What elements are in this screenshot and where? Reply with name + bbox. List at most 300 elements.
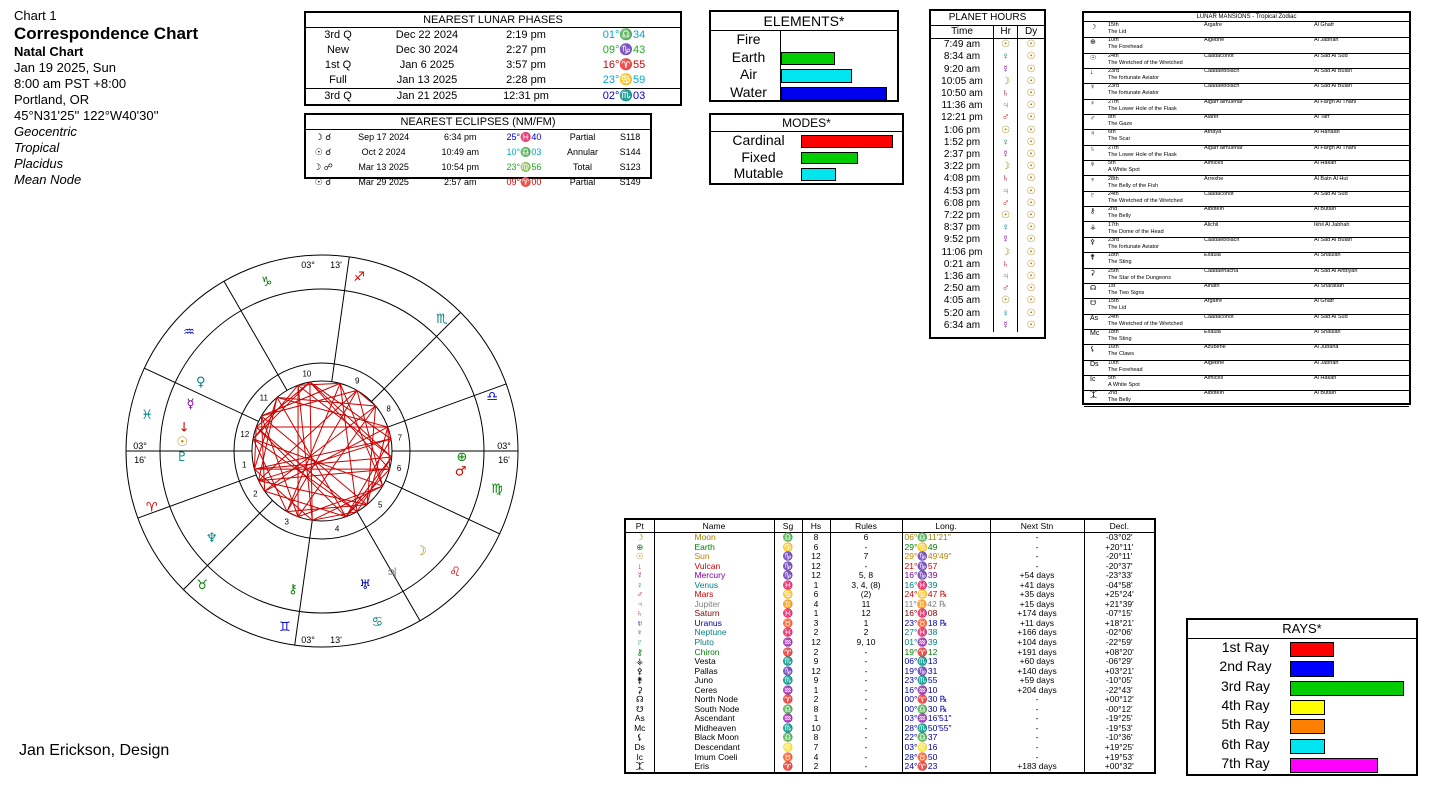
planet-hour-ruler: ☿ (994, 149, 1018, 161)
planet-rules: 12 (830, 609, 902, 619)
mansion-meaning: The Lower Hole of the Flask (1108, 105, 1177, 112)
planet-house: 2 (802, 648, 830, 658)
planet-name: Vulcan (654, 562, 774, 572)
mansion-name: Caadacohot (1204, 190, 1234, 197)
planet-name: North Node (654, 695, 774, 705)
element-label: Fire (736, 31, 761, 47)
element-bar (781, 87, 887, 101)
planet-name: Pallas (654, 667, 774, 677)
planet-name: Descendant (654, 743, 774, 753)
element-bar (781, 69, 852, 83)
planet-sign: ♈ (774, 648, 802, 658)
planet-hour-time: 6:08 pm (943, 197, 981, 209)
planet-rules: - (830, 705, 902, 715)
mansion-meaning: The Lid (1108, 305, 1127, 312)
angle-cusp-label: 03° (301, 635, 315, 645)
planet-longitude: 06°♎11'21" (902, 533, 990, 543)
mansion-number: 23rd (1108, 68, 1120, 75)
planet-declination: +21°39' (1084, 600, 1154, 610)
mansion-meaning: The fortunate Aviator (1108, 75, 1159, 82)
planet-rules: - (830, 753, 902, 763)
mansion-meaning: The Two Signs (1108, 289, 1145, 296)
planet-house: 12 (802, 552, 830, 562)
element-bar (781, 52, 835, 66)
planet-declination: +00°12' (1084, 695, 1154, 705)
planet-hour-ruler: ☉ (994, 39, 1018, 52)
house-number: 4 (334, 524, 340, 534)
planet-hour-row (931, 112, 1044, 124)
planet-glyph-on-wheel: ♀ (195, 375, 206, 390)
planet-hour-ruler: ♃ (994, 271, 1018, 283)
planet-glyph: ☋ (635, 703, 644, 714)
planet-declination: +08°20' (1084, 648, 1154, 658)
mansion-number: 24th (1108, 190, 1119, 197)
phase-date: Jan 21 2025 (396, 90, 458, 102)
planet-day-ruler: ☉ (1018, 125, 1044, 137)
planet-rules: - (830, 543, 902, 553)
planet-longitude: 16°♑39 (902, 571, 990, 581)
planet-hours-panel (929, 9, 1046, 339)
planet-glyph-on-wheel: ☽ (415, 543, 427, 559)
planet-longitude: 00°♎30 ℞ (902, 705, 990, 715)
eclipse-position: 10°♎03 (506, 147, 542, 157)
planet-house: 12 (802, 571, 830, 581)
mansion-number: 24th (1108, 52, 1119, 59)
eclipses-title: NEAREST ECLIPSES (NM/FM) (306, 115, 650, 130)
ray-row (1188, 755, 1416, 773)
mansion-meaning: A White Spot (1108, 382, 1140, 389)
planet-hour-row (931, 39, 1044, 52)
mansion-arabic: Al Sad Al Bulah (1314, 236, 1352, 243)
planet-hours-col-header: Dy (1018, 26, 1044, 39)
mansion-number: 25th (1108, 267, 1119, 274)
planet-longitude: 03°♒16'51" (902, 714, 990, 724)
planet-hour-time: 7:49 am (943, 39, 981, 51)
planet-house: 6 (802, 590, 830, 600)
mansion-name: Athaya (1204, 129, 1222, 136)
planet-hour-row (931, 283, 1044, 295)
planet-glyph: Mc (634, 722, 646, 733)
angle-cusp-label: 13' (330, 260, 342, 270)
planet-sign: ♎ (774, 705, 802, 715)
natal-chart-wheel (118, 238, 528, 658)
planets-col-header: Rules (830, 520, 902, 533)
planet-longitude: 16°♒10 (902, 686, 990, 696)
planet-hours-table (931, 26, 1044, 332)
eclipse-symbol: ☉ ☌ (314, 177, 332, 187)
planet-rules: 2 (830, 628, 902, 638)
mansion-arabic: Al Jabhah (1314, 359, 1339, 366)
planet-day-ruler: ☉ (1018, 100, 1044, 112)
planet-hour-time: 9:20 am (943, 63, 981, 75)
mansion-arabic: Al Shaulah (1314, 252, 1341, 259)
mansion-meaning: The Lid (1108, 29, 1127, 35)
planet-rules: 1 (830, 619, 902, 629)
planet-hours-header (931, 26, 1044, 39)
angle-cusp-label: 03° (497, 441, 511, 451)
eclipse-row (306, 175, 650, 190)
planet-hour-ruler: ☽ (994, 76, 1018, 88)
elements-title: ELEMENTS* (711, 12, 897, 31)
planet-next-station: - (990, 743, 1084, 753)
mansion-arabic: Al Jabhah (1314, 37, 1339, 44)
planet-hour-ruler: ☿ (994, 64, 1018, 76)
planet-glyph-on-wheel: ⊕ (456, 449, 468, 465)
mansion-meaning: The Forehead (1108, 44, 1143, 51)
planet-name: Ceres (654, 686, 774, 696)
planet-hour-time: 10:05 am (941, 75, 983, 87)
planet-longitude: 06°♏13 (902, 657, 990, 667)
planet-hours-col-header: Hr (994, 26, 1018, 39)
planet-house: 12 (802, 638, 830, 648)
planet-name: Vesta (654, 657, 774, 667)
planet-next-station: +60 days (990, 657, 1084, 667)
chart-date: Jan 19 2025, Sun (14, 60, 116, 75)
planets-col-header: Decl. (1084, 520, 1154, 533)
planet-hour-time: 4:05 am (943, 295, 981, 307)
planet-sign: ♓ (774, 581, 802, 591)
mansion-point-symbol: ☉ (1090, 54, 1097, 62)
eclipse-time: 6:34 pm (443, 132, 477, 142)
ray-bar (1290, 758, 1378, 773)
element-row (711, 66, 897, 84)
eclipse-saros: S118 (619, 132, 641, 142)
eclipse-position: 23°♍56 (506, 162, 542, 172)
planet-hour-time: 2:50 am (943, 283, 981, 295)
planet-hour-time: 1:06 pm (943, 124, 981, 136)
planet-hours-title: PLANET HOURS (931, 11, 1044, 26)
planet-rules: - (830, 743, 902, 753)
mansion-number: 1st (1108, 282, 1116, 289)
eclipse-date: Sep 17 2024 (358, 132, 410, 142)
mansion-name: Almices (1204, 375, 1224, 382)
house-cusp-line (385, 481, 499, 534)
planets-col-header: Hs (802, 520, 830, 533)
planet-hour-row (931, 186, 1044, 198)
mansion-point-symbol: ♂ (1090, 115, 1096, 123)
mansion-arabic: Al Tarf (1314, 114, 1330, 121)
planet-glyph: ⚶ (636, 656, 644, 667)
planet-glyph: ⊕ (636, 541, 644, 552)
house-number: 9 (355, 376, 360, 386)
phase-time: 2:28 pm (506, 74, 546, 86)
mansion-point-symbol: ☿ (1090, 84, 1096, 92)
planet-day-ruler: ☉ (1018, 149, 1044, 161)
planet-sign: ♏ (774, 724, 802, 734)
mansion-name: Albotein (1204, 390, 1224, 397)
mode-bar (801, 168, 836, 181)
mansion-row (1084, 329, 1409, 345)
planet-glyph-on-wheel: ♂ (454, 464, 467, 480)
mansion-name: Caadacohot (1204, 52, 1234, 59)
mansion-name: Argafre (1204, 298, 1223, 305)
phase-time: 3:57 pm (506, 59, 546, 71)
system-tropical: Tropical (14, 140, 60, 155)
planet-house: 8 (802, 733, 830, 743)
planet-declination: -07°15' (1084, 609, 1154, 619)
planet-day-ruler: ☉ (1018, 112, 1044, 124)
planet-rules: 9, 10 (830, 638, 902, 648)
planet-glyph: ♀ (636, 579, 643, 590)
planet-hour-time: 4:53 pm (943, 185, 981, 197)
ray-bar (1290, 700, 1325, 715)
mansion-name: Azubene (1204, 344, 1226, 351)
mode-row (711, 132, 902, 150)
planet-longitude: 28°♉50 (902, 753, 990, 763)
planet-rules: - (830, 686, 902, 696)
planet-longitude: 24°♋47 ℞ (902, 590, 990, 600)
house-number: 3 (284, 517, 289, 527)
planet-hour-ruler: ♄ (994, 88, 1018, 100)
mode-bar (801, 135, 893, 148)
mansion-number: 18th (1108, 329, 1119, 335)
angle-cusp-label: 16' (498, 455, 510, 465)
house-number: 10 (302, 369, 312, 379)
planet-day-ruler: ☉ (1018, 247, 1044, 259)
planet-name: Uranus (654, 619, 774, 629)
planet-name: Jupiter (654, 600, 774, 610)
zodiac-sign-glyph: ♉ (196, 578, 209, 594)
mansion-row (1084, 206, 1409, 222)
planet-name: Sun (654, 552, 774, 562)
ray-bar (1290, 642, 1334, 657)
chart-coords: 45°N31'25'' 122°W40'30'' (14, 108, 159, 123)
planet-hour-time: 10:50 am (941, 88, 983, 100)
mansion-name: Caadacohot (1204, 313, 1234, 320)
planet-house: 4 (802, 600, 830, 610)
planet-name: Neptune (654, 628, 774, 638)
mansion-arabic: Al Sad Al Sud (1314, 190, 1348, 197)
mansion-meaning: A White Spot (1108, 167, 1140, 174)
planet-longitude: 29°♋49 (902, 543, 990, 553)
mansion-row (1084, 99, 1409, 115)
element-label: Water (730, 83, 767, 100)
planet-rules: - (830, 695, 902, 705)
planet-name: Imum Coeli (654, 753, 774, 763)
phase-position: 02°♏03 (602, 90, 646, 102)
planet-rules: - (830, 648, 902, 658)
mansion-point-symbol: ♆ (1090, 176, 1096, 184)
planet-house: 12 (802, 667, 830, 677)
mansion-meaning: The fortunate Aviator (1108, 243, 1159, 250)
planet-hour-time: 6:34 am (943, 319, 981, 331)
planet-house: 2 (802, 695, 830, 705)
planet-rules: 5, 8 (830, 571, 902, 581)
zodiac-sign-glyph: ♈ (145, 500, 158, 516)
planet-next-station: - (990, 714, 1084, 724)
planet-longitude: 23°♉18 ℞ (902, 619, 990, 629)
mansion-arabic: Al Hakah (1314, 160, 1337, 167)
lunar-phase-row (306, 58, 680, 73)
planet-longitude: 01°♒39 (902, 638, 990, 648)
zodiac-sign-glyph: ♊ (278, 620, 291, 636)
mansion-number: 10th (1108, 37, 1119, 44)
mansion-arabic: Al Ghafr (1314, 22, 1335, 28)
planet-hour-ruler: ♄ (994, 259, 1018, 271)
mansion-arabic: Al Jubana (1314, 344, 1339, 351)
mansion-point-symbol: ☽ (1090, 24, 1097, 31)
planet-day-ruler: ☉ (1018, 271, 1044, 283)
planet-hour-ruler: ♄ (994, 173, 1018, 185)
eclipse-row (306, 145, 650, 160)
planet-day-ruler: ☉ (1018, 222, 1044, 234)
planet-next-station: +204 days (990, 686, 1084, 696)
mansion-arabic: Al Sad Al Ahbiyah (1314, 267, 1358, 274)
mansion-arabic: Al Sad Al Bulah (1314, 83, 1352, 90)
planet-longitude: 24°♈23 (902, 762, 990, 772)
planet-glyph-on-wheel: ♅ (359, 578, 372, 594)
mansion-row (1084, 375, 1409, 391)
planet-hour-ruler: ♂ (994, 283, 1018, 295)
planet-rules: - (830, 733, 902, 743)
planet-declination: -20°37' (1084, 562, 1154, 572)
planet-hour-row (931, 51, 1044, 63)
lunar-mansions-title: LUNAR MANSIONS - Tropical Zodiac (1084, 13, 1409, 22)
planet-hour-time: 11:36 am (941, 100, 983, 112)
planet-hour-row (931, 64, 1044, 76)
planet-hour-ruler: ♀ (994, 137, 1018, 149)
eclipse-saros: S149 (619, 177, 641, 187)
mansion-row (1084, 360, 1409, 376)
planet-sign: ♎ (774, 533, 802, 543)
planet-next-station: +191 days (990, 648, 1084, 658)
mansion-meaning: The Forehead (1108, 366, 1143, 373)
planet-hour-row (931, 308, 1044, 320)
planet-glyph: ⚸ (636, 732, 643, 743)
eclipses-panel (304, 113, 652, 187)
planet-sign: ♓ (774, 609, 802, 619)
planet-glyph-on-wheel: ⚷ (288, 581, 298, 597)
planet-sign: ♏ (774, 676, 802, 686)
planet-hour-row (931, 76, 1044, 88)
planets-col-header: Next Stn (990, 520, 1084, 533)
planet-house: 12 (802, 562, 830, 572)
phase-time: 2:27 pm (506, 44, 546, 56)
planet-day-ruler: ☉ (1018, 161, 1044, 173)
planet-declination: -19°53' (1084, 724, 1154, 734)
element-row (711, 49, 897, 67)
eclipse-symbol: ☉ ☌ (314, 147, 332, 157)
mansion-number: 23rd (1108, 83, 1120, 90)
planet-longitude: 22°♎37 (902, 733, 990, 743)
planet-hour-row (931, 88, 1044, 100)
planet-next-station: +59 days (990, 676, 1084, 686)
planet-name: Chiron (654, 648, 774, 658)
lunar-phase-row (306, 28, 680, 43)
phase-position: 16°♈55 (602, 59, 646, 71)
mansion-name: Alaref (1204, 114, 1219, 121)
system-placidus: Placidus (14, 156, 64, 171)
chart-subtitle: Natal Chart (14, 44, 84, 59)
mansion-name: Exaula (1204, 252, 1221, 259)
planet-name: Mars (654, 590, 774, 600)
planet-next-station: +54 days (990, 571, 1084, 581)
planet-hour-ruler: ☿ (994, 320, 1018, 332)
ray-row (1188, 697, 1416, 715)
planet-rules: - (830, 667, 902, 677)
mansion-name: Caadaebolach (1204, 83, 1240, 90)
planet-next-station: - (990, 543, 1084, 553)
house-number: 1 (241, 460, 247, 470)
planet-glyph-on-wheel: ↓ (178, 420, 190, 436)
mansion-number: 5th (1108, 375, 1116, 382)
mansion-number: 6th (1108, 129, 1116, 136)
planet-glyph: ♅ (636, 617, 643, 628)
planet-next-station: - (990, 724, 1084, 734)
planet-next-station: +183 days (990, 762, 1084, 772)
lunar-phase-row (306, 43, 680, 58)
planet-house: 3 (802, 619, 830, 629)
planet-sign: ♉ (774, 619, 802, 629)
mansion-meaning: The fortunate Aviator (1108, 90, 1159, 97)
eclipse-type: Total (573, 162, 593, 172)
planet-day-ruler: ☉ (1018, 283, 1044, 295)
mansion-row (1084, 129, 1409, 145)
house-number: 7 (397, 433, 403, 443)
mansion-name: Exaula (1204, 329, 1221, 335)
house-number: 2 (253, 489, 258, 499)
mansion-name: Argafre (1204, 22, 1223, 28)
lunar-mansions-panel (1082, 11, 1411, 405)
planet-name: Midheaven (654, 724, 774, 734)
planet-name: Mercury (654, 571, 774, 581)
zodiac-sign-glyph: ♋ (371, 615, 384, 631)
mansion-arabic: Ikhil Al Jabhah (1314, 221, 1350, 228)
mansion-number: 15th (1108, 298, 1119, 305)
planet-hour-time: 8:34 am (943, 51, 981, 63)
mansion-point-symbol: ↓ (1090, 69, 1094, 77)
planet-hour-ruler: ☉ (994, 295, 1018, 307)
eclipse-type: Partial (569, 177, 596, 187)
elements-divider (780, 31, 781, 101)
planet-sign: ♓ (774, 628, 802, 638)
planet-hour-time: 12:21 pm (941, 112, 983, 124)
mansion-arabic: Al Ghafr (1314, 298, 1335, 305)
element-row (711, 84, 897, 102)
planet-hour-ruler: ♃ (994, 100, 1018, 112)
planet-hour-row (931, 320, 1044, 332)
planet-house: 1 (802, 581, 830, 591)
zodiac-sign-glyph: ♌ (449, 564, 461, 580)
planet-hour-ruler: ♂ (994, 112, 1018, 124)
ray-label: 6th Ray (1221, 735, 1270, 752)
planet-glyph: ☽ (635, 532, 644, 542)
planet-day-ruler: ☉ (1018, 64, 1044, 76)
planet-declination: +19°53' (1084, 753, 1154, 763)
planet-house: 1 (802, 714, 830, 724)
element-label: Earth (731, 48, 766, 65)
planet-declination: -22°59' (1084, 638, 1154, 648)
mode-label: Fixed (741, 148, 776, 165)
planet-name: Venus (654, 581, 774, 591)
mansion-row (1084, 114, 1409, 130)
rays-title: RAYS* (1188, 620, 1416, 639)
mansion-meaning: The Dome of the Head (1108, 228, 1164, 235)
planet-name: Juno (654, 676, 774, 686)
mansion-point-symbol: ⚴ (1090, 238, 1096, 246)
planet-hour-row (931, 259, 1044, 271)
mansion-number: 18th (1108, 252, 1119, 259)
planet-glyph: ⚵ (636, 675, 643, 686)
planets-col-header: Pt (626, 520, 654, 533)
planet-glyph: ♄ (636, 608, 643, 619)
planet-rules: - (830, 724, 902, 734)
planet-longitude: 11°♊42 ℞ (902, 600, 990, 610)
planet-day-ruler: ☉ (1018, 39, 1044, 52)
planet-name: Eris (654, 762, 774, 772)
planet-declination: -02°06' (1084, 628, 1154, 638)
phase-position: 23°♋59 (602, 74, 646, 86)
